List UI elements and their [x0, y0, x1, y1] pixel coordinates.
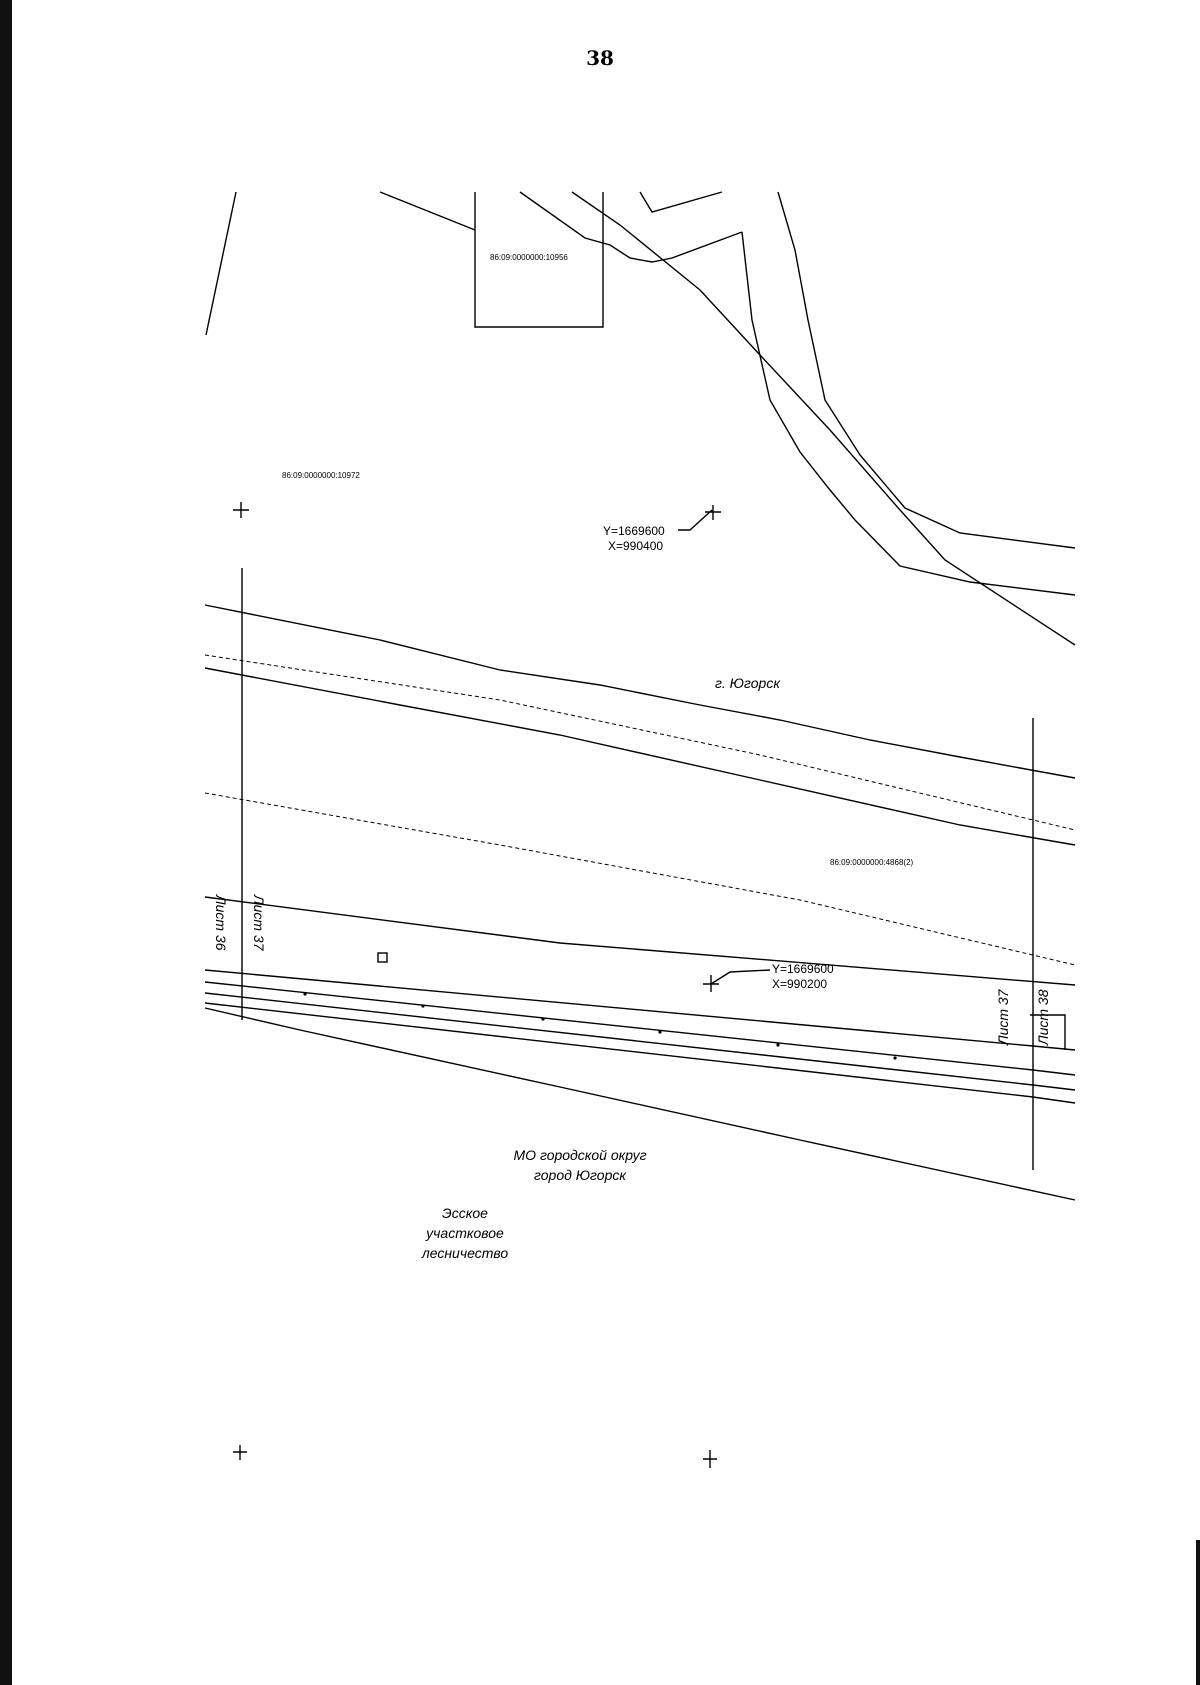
coord-y-lower: Y=1669600	[772, 962, 834, 976]
marker-square	[378, 953, 387, 962]
forestry-label-line1: Эсское	[442, 1205, 488, 1221]
cross-mark	[233, 502, 249, 518]
coord-x-upper: X=990400	[608, 539, 664, 553]
cross-mark	[703, 1450, 717, 1468]
parcel-label-4868: 86:09:0000000:4868(2)	[830, 858, 914, 867]
pipeline-dot	[893, 1056, 896, 1059]
pipeline-line	[205, 1008, 1075, 1200]
boundary-line	[640, 192, 722, 212]
boundary-line	[778, 192, 1075, 548]
coord-y-upper: Y=1669600	[603, 524, 665, 538]
pipeline-line	[205, 897, 1075, 985]
boundary-line	[742, 232, 1075, 595]
coord-x-lower: X=990200	[772, 977, 828, 991]
sheet-label-38: Лист 38	[1035, 989, 1051, 1045]
road-axis	[205, 793, 1075, 965]
river-line	[572, 192, 1075, 645]
pipeline-dot	[776, 1043, 779, 1046]
pipeline-line	[205, 1003, 1075, 1103]
road-edge	[205, 668, 1075, 845]
page-number: 38	[586, 46, 614, 70]
district-label-line2: город Югорск	[534, 1167, 626, 1183]
forestry-label-line3: лесничество	[421, 1245, 509, 1261]
pipeline-dot	[658, 1030, 661, 1033]
pipeline-line	[205, 993, 1075, 1090]
cross-mark	[233, 1445, 247, 1460]
town-label: г. Югорск	[715, 675, 780, 691]
parcel-label-10956: 86:09:0000000:10956	[490, 253, 568, 262]
pipeline-dot	[421, 1004, 424, 1007]
district-label-line1: МО городской округ	[513, 1147, 647, 1163]
cross-mark	[705, 505, 721, 520]
pipeline-line	[205, 982, 1075, 1075]
sheet-label-37-left: Лист 37	[251, 895, 267, 951]
road-edge	[205, 605, 1075, 778]
leader-line	[711, 970, 770, 984]
sheet-label-37-right: Лист 37	[995, 989, 1011, 1045]
pipeline-dot	[303, 992, 306, 995]
parcel-label-10972: 86:09:0000000:10972	[282, 471, 360, 480]
forestry-label-line2: участковое	[426, 1225, 504, 1241]
pipeline-dot	[541, 1017, 544, 1020]
parcel-boundary-line	[380, 192, 475, 230]
boundary-line	[520, 192, 742, 262]
boundary-left-upper	[206, 192, 236, 335]
leader-line	[678, 510, 712, 530]
road-axis	[205, 655, 1075, 830]
sheet-label-36: Лист 36	[213, 895, 229, 951]
